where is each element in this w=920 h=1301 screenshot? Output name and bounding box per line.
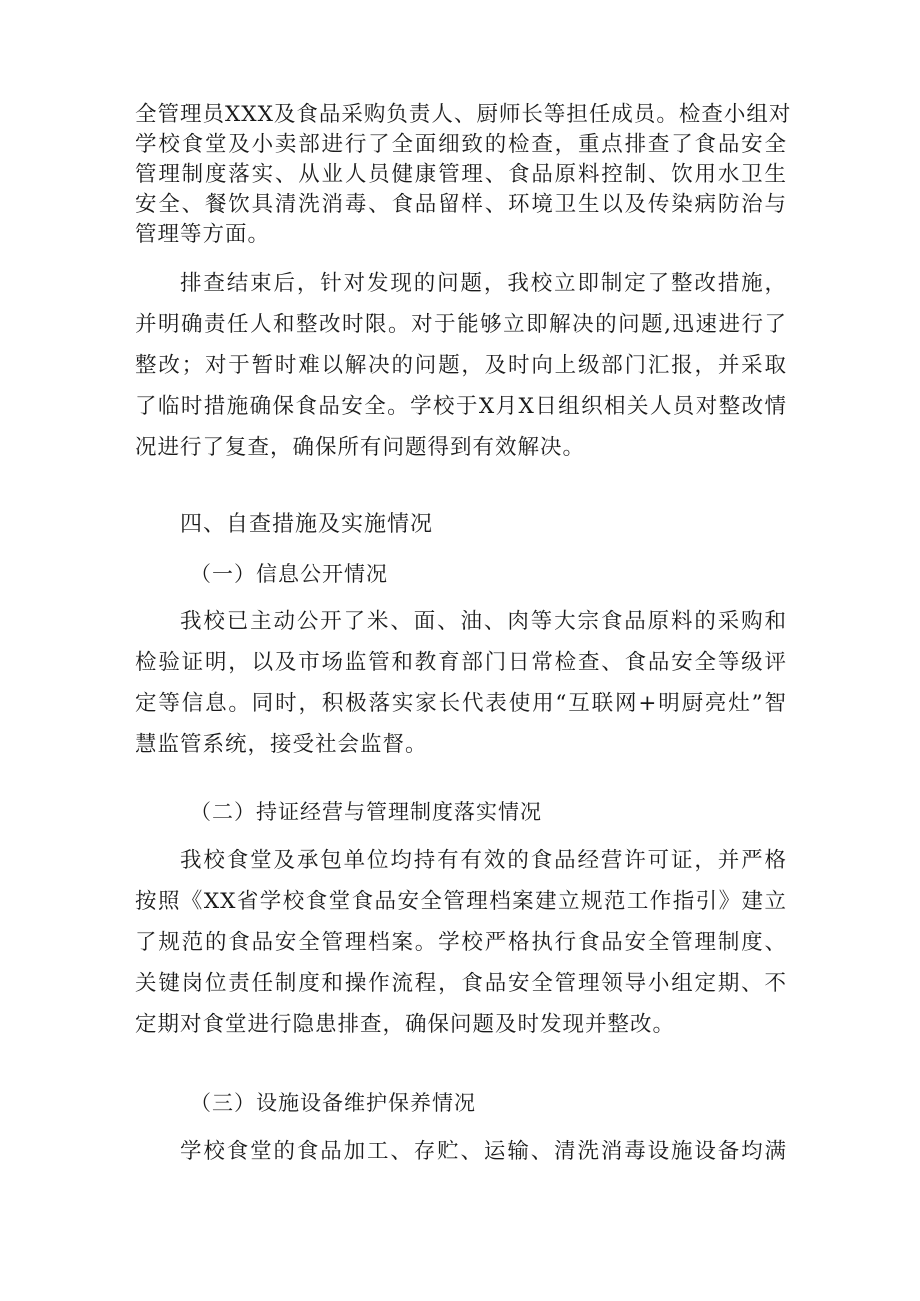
section-heading: 四、自查措施及实施情况 bbox=[180, 512, 434, 537]
text-line: 况进行了复查，确保所有问题得到有效解决。 bbox=[135, 435, 586, 460]
text-line: 我校食堂及承包单位均持有有效的食品经营许可证，并严格 bbox=[180, 848, 787, 873]
text-line: 我校已主动公开了米、面、油、肉等大宗食品原料的采购和 bbox=[180, 609, 787, 634]
subsection-heading: （三）设施设备维护保养情况 bbox=[190, 1091, 476, 1115]
paragraph-info-disclosure bbox=[135, 601, 787, 765]
subsection-heading: （一）信息公开情况 bbox=[190, 562, 388, 586]
paragraph-facilities bbox=[135, 1131, 787, 1172]
text-line: 学校食堂及小卖部进行了全面细致的检查，重点排查了食品安全 bbox=[135, 132, 787, 157]
text-line: 了临时措施确保食品安全。学校于X月X日组织相关人员对整改情 bbox=[135, 394, 787, 419]
paragraph-inspection-members bbox=[135, 100, 792, 250]
text-line: 管理制度落实、从业人员健康管理、食品原料控制、饮用水卫生 bbox=[135, 162, 787, 187]
text-line: 安全、餐饮具清洗消毒、食品留样、环境卫生以及传染病防治与 bbox=[135, 192, 787, 217]
text-line: 整改；对于暂时难以解决的问题，及时向上级部门汇报，并采取 bbox=[135, 353, 787, 378]
text-line: 关键岗位责任制度和操作流程，食品安全管理领导小组定期、不 bbox=[135, 971, 787, 996]
text-line: 定等信息。同时，积极落实家长代表使用“互联网+明厨亮灶”智 bbox=[135, 691, 787, 716]
text-line: 全管理员XXX及食品采购负责人、厨师长等担任成员。检查小组对 bbox=[135, 102, 792, 127]
text-line: 并明确责任人和整改时限。对于能够立即解决的问题,迅速进行了 bbox=[135, 312, 787, 337]
paragraph-licensing bbox=[135, 840, 787, 1045]
text-line: 管理等方面。 bbox=[135, 222, 271, 247]
text-line: 按照《XX省学校食堂食品安全管理档案建立规范工作指引》建立 bbox=[135, 889, 787, 914]
text-line: 慧监管系统，接受社会监督。 bbox=[135, 732, 428, 757]
text-line: 定期对食堂进行隐患排查，确保问题及时发现并整改。 bbox=[135, 1012, 676, 1037]
paragraph-rectification bbox=[135, 263, 787, 468]
text-line: 了规范的食品安全管理档案。学校严格执行食品安全管理制度、 bbox=[135, 930, 787, 955]
text-line: 检验证明，以及市场监管和教育部门日常检查、食品安全等级评 bbox=[135, 650, 787, 675]
subsection-heading: （二）持证经营与管理制度落实情况 bbox=[190, 800, 542, 824]
text-line: 学校食堂的食品加工、存贮、运输、清洗消毒设施设备均满 bbox=[180, 1139, 787, 1164]
text-line: 排查结束后，针对发现的问题，我校立即制定了整改措施， bbox=[180, 271, 787, 296]
